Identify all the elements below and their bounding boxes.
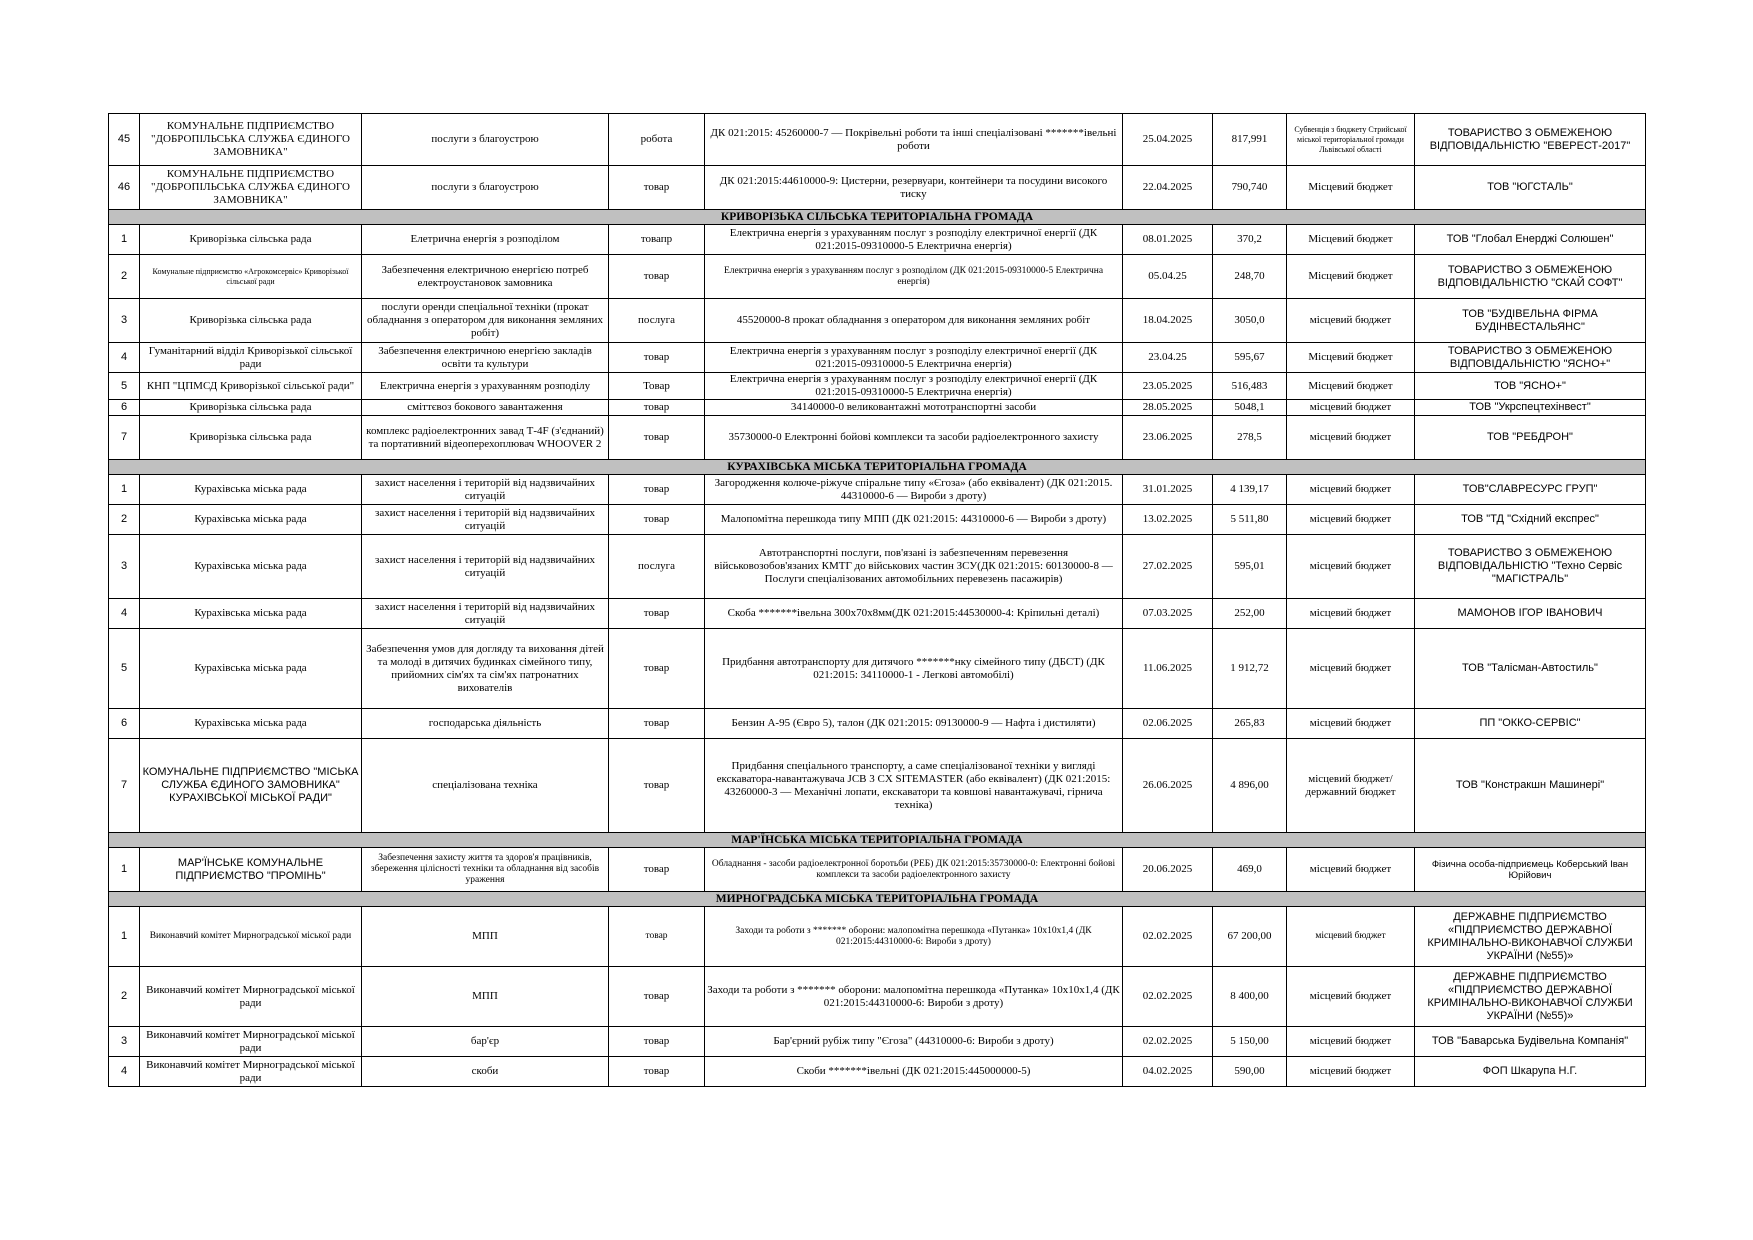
table-row (109, 709, 1646, 739)
cell-type: товар (609, 416, 705, 460)
cell-subject: Забезпечення електричною енергією потреб електроустановок замовника (362, 255, 609, 299)
cell-amount: 595,67 (1213, 343, 1287, 373)
table-row (109, 535, 1646, 599)
cell-cpv: Автотранспортні послуги, пов'язані із забезпеченням перевезення військовозобов'язаних КМТГ до військових частин ЗСУ(ДК 021:2015: 60130000-8 — Послуги спеціалізованих автомобільних перевезень пасажирів) (705, 535, 1123, 599)
cell-supplier: ТОВАРИСТВО З ОБМЕЖЕНОЮ ВІДПОВІДАЛЬНІСТЮ "Техно Сервіс "МАГІСТРАЛЬ" (1415, 535, 1646, 599)
table-row (109, 373, 1646, 400)
cell-no: 5 (109, 629, 140, 709)
cell-type: Товар (609, 373, 705, 400)
cell-cpv: Загородження колюче-ріжуче спіральне типу «Єгоза» (або еквівалент) (ДК 021:2015. 44310000-6 — Вироби з дроту) (705, 475, 1123, 505)
cell-amount: 817,991 (1213, 114, 1287, 166)
cell-supplier: ТОВ "БУДІВЕЛЬНА ФІРМА БУДІНВЕСТАЛЬЯНС" (1415, 299, 1646, 343)
cell-date: 02.02.2025 (1123, 1027, 1213, 1057)
table-row (109, 475, 1646, 505)
cell-type: товар (609, 475, 705, 505)
cell-amount: 370,2 (1213, 225, 1287, 255)
cell-no: 4 (109, 1057, 140, 1087)
cell-type: товар (609, 255, 705, 299)
cell-cpv: Придбання спеціального транспорту, а саме спеціалізованої техніки у вигляді екскаватора-навантажувача JCB 3 CX SITEMASTER (або еквівалент) (ДК 021:2015: 43260000-3 — Механічні лопати, екскаватори та ковшові навантажувачі, гірнича техніка) (705, 739, 1123, 833)
cell-supplier: ТОВ "Баварська Будівельна Компанія" (1415, 1027, 1646, 1057)
cell-customer: Виконавчий комітет Мирноградської міської ради (140, 907, 362, 967)
table-row (109, 166, 1646, 210)
cell-cpv: Придбання автотранспорту для дитячого *******нку сімейного типу (ДБСТ) (ДК 021:2015: 34110000-1 - Легкові автомобілі) (705, 629, 1123, 709)
table-row (109, 299, 1646, 343)
cell-customer: Виконавчий комітет Мирноградської міської ради (140, 1027, 362, 1057)
cell-source: місцевий бюджет (1287, 709, 1415, 739)
cell-customer: Комунальне підприємство «Агрокомсервіс» Криворізької сільської ради (140, 255, 362, 299)
cell-type: послуга (609, 299, 705, 343)
table-row (109, 255, 1646, 299)
cell-type: товар (609, 629, 705, 709)
cell-no: 2 (109, 255, 140, 299)
cell-date: 26.06.2025 (1123, 739, 1213, 833)
table-row (109, 739, 1646, 833)
cell-type: товар (609, 343, 705, 373)
cell-customer: Курахівська міська рада (140, 599, 362, 629)
cell-source: місцевий бюджет (1287, 967, 1415, 1027)
cell-amount: 595,01 (1213, 535, 1287, 599)
cell-subject: захист населення і територій від надзвичайних ситуацій (362, 475, 609, 505)
cell-amount: 516,483 (1213, 373, 1287, 400)
cell-subject: Забезпечення захисту життя та здоров'я працівників, збереження цілісності техніки та обладнання від засобів ураження (362, 848, 609, 892)
cell-supplier: Фізична особа-підприємець Коберський Іван Юрійович (1415, 848, 1646, 892)
section-title: МАР'ЇНСЬКА МІСЬКА ТЕРИТОРІАЛЬНА ГРОМАДА (109, 833, 1646, 848)
cell-amount: 4 139,17 (1213, 475, 1287, 505)
cell-subject: спеціалізована техніка (362, 739, 609, 833)
section-title: КРИВОРІЗЬКА СІЛЬСЬКА ТЕРИТОРІАЛЬНА ГРОМАДА (109, 210, 1646, 225)
section-header-row (109, 210, 1646, 225)
cell-source: Місцевий бюджет (1287, 373, 1415, 400)
cell-customer: Курахівська міська рада (140, 475, 362, 505)
cell-supplier: ТОВАРИСТВО З ОБМЕЖЕНОЮ ВІДПОВІДАЛЬНІСТЮ "СКАЙ СОФТ" (1415, 255, 1646, 299)
cell-supplier: ТОВ "ТД "Східний експрес" (1415, 505, 1646, 535)
cell-subject: Забезпечення умов для догляду та виховання дітей та молоді в дитячих будинках сімейного типу, прийомних сім'ях та сім'ях патронатних вихователів (362, 629, 609, 709)
table-row (109, 599, 1646, 629)
cell-amount: 265,83 (1213, 709, 1287, 739)
cell-date: 04.02.2025 (1123, 1057, 1213, 1087)
cell-source: місцевий бюджет (1287, 416, 1415, 460)
cell-subject: захист населення і територій від надзвичайних ситуацій (362, 535, 609, 599)
cell-supplier: ТОВ"СЛАВРЕСУРС ГРУП" (1415, 475, 1646, 505)
cell-no: 5 (109, 373, 140, 400)
cell-date: 23.05.2025 (1123, 373, 1213, 400)
table-row (109, 967, 1646, 1027)
cell-type: товар (609, 400, 705, 416)
cell-type: товар (609, 1057, 705, 1087)
cell-supplier: ТОВ "Констракшн Машинері" (1415, 739, 1646, 833)
cell-customer: Виконавчий комітет Мирноградської міської ради (140, 1057, 362, 1087)
cell-date: 23.04.25 (1123, 343, 1213, 373)
cell-customer: Курахівська міська рада (140, 629, 362, 709)
cell-cpv: ДК 021:2015: 45260000-7 — Покрівельні роботи та інші спеціалізовані *******івельні роботи (705, 114, 1123, 166)
cell-customer: Курахівська міська рада (140, 535, 362, 599)
cell-cpv: Електрична енергія з урахуванням послуг з розподілом (ДК 021:2015-09310000-5 Електрична енергія) (705, 255, 1123, 299)
cell-date: 08.01.2025 (1123, 225, 1213, 255)
cell-source: Місцевий бюджет (1287, 255, 1415, 299)
cell-supplier: ТОВ "Талісман-Автостиль" (1415, 629, 1646, 709)
cell-supplier: ТОВ "Глобал Енерджі Солюшен" (1415, 225, 1646, 255)
cell-source: місцевий бюджет/державний бюджет (1287, 739, 1415, 833)
cell-customer: Гуманітарний відділ Криворізької сільської ради (140, 343, 362, 373)
cell-subject: МПП (362, 967, 609, 1027)
cell-subject: бар'єр (362, 1027, 609, 1057)
cell-type: товар (609, 1027, 705, 1057)
cell-subject: Забезпечення електричною енергією закладів освіти та культури (362, 343, 609, 373)
cell-amount: 248,70 (1213, 255, 1287, 299)
cell-supplier: ТОВ "ЮГСТАЛЬ" (1415, 166, 1646, 210)
cell-amount: 469,0 (1213, 848, 1287, 892)
section-header-row (109, 833, 1646, 848)
cell-type: товар (609, 599, 705, 629)
cell-subject: скоби (362, 1057, 609, 1087)
cell-date: 02.02.2025 (1123, 907, 1213, 967)
cell-no: 2 (109, 967, 140, 1027)
cell-no: 2 (109, 505, 140, 535)
cell-date: 23.06.2025 (1123, 416, 1213, 460)
cell-cpv: 34140000-0 великовантажні мототранспортні засоби (705, 400, 1123, 416)
cell-customer: Курахівська міська рада (140, 709, 362, 739)
cell-amount: 67 200,00 (1213, 907, 1287, 967)
cell-customer: КОМУНАЛЬНЕ ПІДПРИЄМСТВО "МІСЬКА СЛУЖБА ЄДИНОГО ЗАМОВНИКА" КУРАХІВСЬКОЇ МІСЬКОЇ РАДИ" (140, 739, 362, 833)
cell-type: товар (609, 166, 705, 210)
table-row (109, 114, 1646, 166)
cell-customer: Курахівська міська рада (140, 505, 362, 535)
cell-customer: КОМУНАЛЬНЕ ПІДПРИЄМСТВО "ДОБРОПІЛЬСЬКА СЛУЖБА ЄДИНОГО ЗАМОВНИКА" (140, 114, 362, 166)
cell-subject: захист населення і територій від надзвичайних ситуацій (362, 505, 609, 535)
cell-cpv: Електрична енергія з урахуванням послуг з розподілу електричної енергії (ДК 021:2015-09310000-5 Електрична енергія) (705, 225, 1123, 255)
cell-amount: 278,5 (1213, 416, 1287, 460)
cell-cpv: Електрична енергія з урахуванням послуг з розподілу електричної енергії (ДК 021:2015-09310000-5 Електрична енергія) (705, 343, 1123, 373)
cell-cpv: Обладнання - засоби радіоелектронної боротьби (РЕБ) ДК 021:2015:35730000-0: Електронні бойові комплекси та засоби радіоелектронного захисту (705, 848, 1123, 892)
cell-supplier: ТОВ "РЕБДРОН" (1415, 416, 1646, 460)
cell-date: 02.06.2025 (1123, 709, 1213, 739)
cell-source: місцевий бюджет (1287, 400, 1415, 416)
cell-date: 13.02.2025 (1123, 505, 1213, 535)
cell-supplier: ТОВАРИСТВО З ОБМЕЖЕНОЮ ВІДПОВІДАЛЬНІСТЮ "ЕВЕРЕСТ-2017" (1415, 114, 1646, 166)
cell-supplier: МАМОНОВ ІГОР ІВАНОВИЧ (1415, 599, 1646, 629)
cell-cpv: Бар'єрний рубіж типу "Єгоза" (44310000-6: Вироби з дроту) (705, 1027, 1123, 1057)
cell-amount: 252,00 (1213, 599, 1287, 629)
cell-cpv: ДК 021:2015:44610000-9: Цистерни, резервуари, контейнери та посудини високого тиску (705, 166, 1123, 210)
section-header-row (109, 892, 1646, 907)
table-row (109, 848, 1646, 892)
cell-subject: МПП (362, 907, 609, 967)
cell-no: 45 (109, 114, 140, 166)
cell-subject: сміттєвоз бокового завантаження (362, 400, 609, 416)
cell-cpv: 35730000-0 Електронні бойові комплекси та засоби радіоелектронного захисту (705, 416, 1123, 460)
cell-no: 3 (109, 299, 140, 343)
cell-no: 7 (109, 739, 140, 833)
cell-amount: 790,740 (1213, 166, 1287, 210)
cell-source: місцевий бюджет (1287, 1057, 1415, 1087)
cell-source: місцевий бюджет (1287, 299, 1415, 343)
cell-date: 28.05.2025 (1123, 400, 1213, 416)
cell-subject: послуги оренди спеціальної техніки (прокат обладнання з оператором для виконання земляних робіт) (362, 299, 609, 343)
section-header-row (109, 460, 1646, 475)
cell-type: робота (609, 114, 705, 166)
cell-date: 31.01.2025 (1123, 475, 1213, 505)
cell-customer: Криворізька сільська рада (140, 400, 362, 416)
cell-customer: КНП "ЦПМСД Криворізької сільської ради" (140, 373, 362, 400)
cell-amount: 5048,1 (1213, 400, 1287, 416)
table-row (109, 225, 1646, 255)
cell-no: 4 (109, 599, 140, 629)
cell-amount: 4 896,00 (1213, 739, 1287, 833)
cell-no: 3 (109, 535, 140, 599)
cell-subject: комплекс радіоелектронних завад Т-4F (з'єднаний) та портативний відеоперехоплювач WHOOVER 2 (362, 416, 609, 460)
table-row (109, 907, 1646, 967)
cell-cpv: Малопомітна перешкода типу МПП (ДК 021:2015: 44310000-6 — Вироби з дроту) (705, 505, 1123, 535)
cell-amount: 5 150,00 (1213, 1027, 1287, 1057)
cell-type: послуга (609, 535, 705, 599)
cell-date: 02.02.2025 (1123, 967, 1213, 1027)
cell-source: місцевий бюджет (1287, 907, 1415, 967)
cell-amount: 8 400,00 (1213, 967, 1287, 1027)
cell-cpv: Електрична енергія з урахуванням послуг з розподілу електричної енергії (ДК 021:2015-09310000-5 Електрична енергія) (705, 373, 1123, 400)
cell-type: товар (609, 739, 705, 833)
cell-no: 46 (109, 166, 140, 210)
cell-no: 1 (109, 225, 140, 255)
cell-amount: 3050,0 (1213, 299, 1287, 343)
cell-date: 27.02.2025 (1123, 535, 1213, 599)
cell-subject: Елетрична енергія з розподілом (362, 225, 609, 255)
cell-customer: КОМУНАЛЬНЕ ПІДПРИЄМСТВО "ДОБРОПІЛЬСЬКА СЛУЖБА ЄДИНОГО ЗАМОВНИКА" (140, 166, 362, 210)
cell-subject: Електрична енергія з урахуванням розподілу (362, 373, 609, 400)
cell-date: 11.06.2025 (1123, 629, 1213, 709)
cell-no: 7 (109, 416, 140, 460)
cell-cpv: Скоба *******івельна 300х70х8мм(ДК 021:2015:44530000-4: Кріпильні деталі) (705, 599, 1123, 629)
table-row (109, 1027, 1646, 1057)
cell-source: Місцевий бюджет (1287, 225, 1415, 255)
cell-supplier: ТОВ "Укрспецтехінвест" (1415, 400, 1646, 416)
cell-customer: Виконавчий комітет Мирноградської міської ради (140, 967, 362, 1027)
cell-no: 6 (109, 709, 140, 739)
cell-type: товар (609, 967, 705, 1027)
table-row (109, 400, 1646, 416)
cell-date: 05.04.25 (1123, 255, 1213, 299)
table-row (109, 1057, 1646, 1087)
cell-amount: 590,00 (1213, 1057, 1287, 1087)
table-row (109, 416, 1646, 460)
cell-no: 1 (109, 848, 140, 892)
cell-date: 18.04.2025 (1123, 299, 1213, 343)
cell-type: товар (609, 848, 705, 892)
cell-customer: МАР'ЇНСЬКЕ КОМУНАЛЬНЕ ПІДПРИЄМСТВО "ПРОМІНЬ" (140, 848, 362, 892)
cell-date: 07.03.2025 (1123, 599, 1213, 629)
table-body (109, 114, 1646, 1087)
cell-source: місцевий бюджет (1287, 535, 1415, 599)
cell-cpv: Бензин А-95 (Євро 5), талон (ДК 021:2015: 09130000-9 — Нафта і дистиляти) (705, 709, 1123, 739)
cell-subject: захист населення і територій від надзвичайних ситуацій (362, 599, 609, 629)
cell-subject: послуги з благоустрою (362, 114, 609, 166)
cell-source: Місцевий бюджет (1287, 343, 1415, 373)
cell-cpv: Заходи та роботи з ******* оборони: малопомітна перешкода «Путанка» 10х10х1,4 (ДК 021:2015:44310000-6: Вироби з дроту) (705, 907, 1123, 967)
table-row (109, 629, 1646, 709)
cell-supplier: ТОВАРИСТВО З ОБМЕЖЕНОЮ ВІДПОВІДАЛЬНІСТЮ "ЯСНО+" (1415, 343, 1646, 373)
cell-source: місцевий бюджет (1287, 505, 1415, 535)
cell-cpv: Скоби *******івельні (ДК 021:2015:445000000-5) (705, 1057, 1123, 1087)
cell-supplier: ТОВ "ЯСНО+" (1415, 373, 1646, 400)
cell-supplier: ФОП Шкарупа Н.Г. (1415, 1057, 1646, 1087)
table-row (109, 505, 1646, 535)
cell-date: 22.04.2025 (1123, 166, 1213, 210)
cell-supplier: ПП "ОККО-СЕРВІС" (1415, 709, 1646, 739)
cell-customer: Криворізька сільська рада (140, 225, 362, 255)
cell-no: 1 (109, 907, 140, 967)
cell-no: 1 (109, 475, 140, 505)
cell-source: місцевий бюджет (1287, 599, 1415, 629)
cell-customer: Криворізька сільська рада (140, 416, 362, 460)
cell-date: 20.06.2025 (1123, 848, 1213, 892)
cell-customer: Криворізька сільська рада (140, 299, 362, 343)
cell-no: 6 (109, 400, 140, 416)
cell-type: товапр (609, 225, 705, 255)
cell-cpv: 45520000-8 прокат обладнання з оператором для виконання земляних робіт (705, 299, 1123, 343)
procurement-table (108, 113, 1646, 1087)
cell-source: місцевий бюджет (1287, 1027, 1415, 1057)
cell-no: 4 (109, 343, 140, 373)
cell-type: товар (609, 907, 705, 967)
cell-subject: господарська діяльність (362, 709, 609, 739)
cell-cpv: Заходи та роботи з ******* оборони: малопомітна перешкода «Путанка» 10х10х1,4 (ДК 021:2015:44310000-6: Вироби з дроту) (705, 967, 1123, 1027)
table-row (109, 343, 1646, 373)
section-title: КУРАХІВСЬКА МІСЬКА ТЕРИТОРІАЛЬНА ГРОМАДА (109, 460, 1646, 475)
cell-source: місцевий бюджет (1287, 629, 1415, 709)
cell-supplier: ДЕРЖАВНЕ ПІДПРИЄМСТВО «ПІДПРИЄМСТВО ДЕРЖАВНОЇ КРИМІНАЛЬНО-ВИКОНАВЧОЇ СЛУЖБИ УКРАЇНИ (№55)» (1415, 907, 1646, 967)
cell-date: 25.04.2025 (1123, 114, 1213, 166)
cell-source: Субвенція з бюджету Стрийської міської територіальної громади Львівської області (1287, 114, 1415, 166)
cell-source: місцевий бюджет (1287, 475, 1415, 505)
cell-type: товар (609, 505, 705, 535)
cell-source: місцевий бюджет (1287, 848, 1415, 892)
cell-type: товар (609, 709, 705, 739)
cell-no: 3 (109, 1027, 140, 1057)
cell-supplier: ДЕРЖАВНЕ ПІДПРИЄМСТВО «ПІДПРИЄМСТВО ДЕРЖАВНОЇ КРИМІНАЛЬНО-ВИКОНАВЧОЇ СЛУЖБИ УКРАЇНИ (№55)» (1415, 967, 1646, 1027)
section-title: МИРНОГРАДСЬКА МІСЬКА ТЕРИТОРІАЛЬНА ГРОМАДА (109, 892, 1646, 907)
cell-subject: послуги з благоустрою (362, 166, 609, 210)
cell-source: Місцевий бюджет (1287, 166, 1415, 210)
cell-amount: 1 912,72 (1213, 629, 1287, 709)
cell-amount: 5 511,80 (1213, 505, 1287, 535)
